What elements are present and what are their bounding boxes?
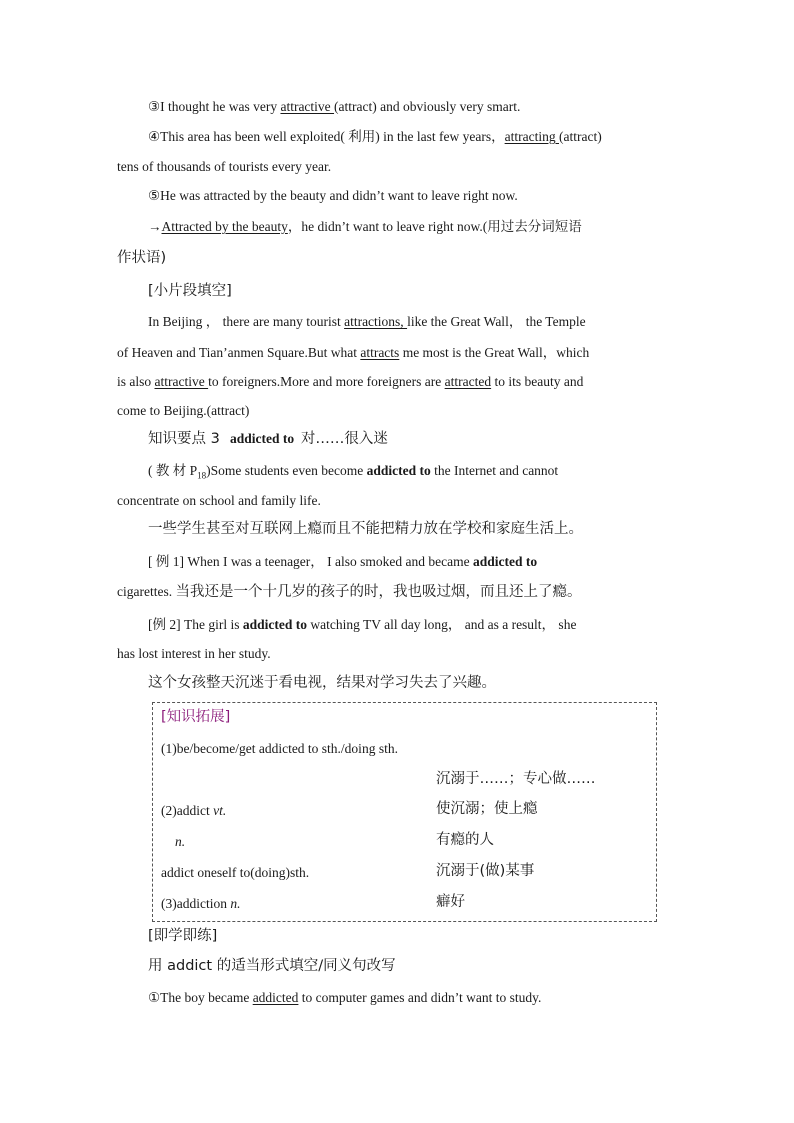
answer-blank: attractive xyxy=(280,99,335,114)
section-heading-fill-in: [小片段填空] xyxy=(148,283,232,299)
answer-blank: attractions, xyxy=(344,314,408,329)
text: [ 例 1] When I was a teenager， I also smoked and became xyxy=(148,554,473,569)
key-meaning: 对……很入迷 xyxy=(300,431,388,447)
example-1-line xyxy=(148,553,537,571)
box-row-3-meaning: 有瘾的人 xyxy=(436,832,494,848)
key-phrase: addicted to xyxy=(473,554,538,569)
text: ④This area has been well exploited( 利用) in the last few years， xyxy=(148,129,505,144)
box-row-3: n. xyxy=(175,834,186,849)
box-title: [知识拓展] xyxy=(161,709,231,725)
page-subscript: 18 xyxy=(197,470,207,481)
answer-blank: attracted xyxy=(444,374,492,389)
text: (2)addict xyxy=(161,803,214,818)
arrow: → xyxy=(148,219,162,234)
key-phrase: addicted to xyxy=(242,617,307,632)
text: [例 2] The girl is xyxy=(148,617,243,632)
exercise-4-line xyxy=(148,128,602,146)
box-row-2 xyxy=(161,802,226,820)
translation: 当我还是一个十几岁的孩子的时，我也吸过烟，而且还上了瘾。 xyxy=(175,584,582,600)
text: ①The boy became xyxy=(148,990,253,1005)
box-row-1: (1)be/become/get addicted to sth./doing sth. xyxy=(161,741,398,756)
box-row-1-meaning: 沉溺于……；专心做…… xyxy=(436,771,596,787)
example-2-translation: 这个女孩整天沉迷于看电视，结果对学习失去了兴趣。 xyxy=(148,675,496,691)
text: (3)addiction xyxy=(161,896,231,911)
key-phrase: addicted to xyxy=(366,463,431,478)
knowledge-extension-box xyxy=(152,702,657,922)
part-of-speech: n. xyxy=(230,896,241,911)
answer-blank: attracting xyxy=(504,129,559,144)
textbook-example-line xyxy=(148,462,558,485)
practice-item-1 xyxy=(148,989,541,1007)
passage-line-1 xyxy=(148,313,586,331)
answer-blank: Attracted by the beauty xyxy=(161,219,288,234)
box-row-5-meaning: 癖好 xyxy=(436,894,465,910)
box-row-2-meaning: 使沉溺；使上瘾 xyxy=(436,801,538,817)
practice-instruction: 用 addict 的适当形式填空/同义句改写 xyxy=(148,958,396,974)
exercise-3-line xyxy=(148,98,520,116)
text: is also xyxy=(117,374,155,389)
key-point-label: 知识要点 3 xyxy=(148,431,220,447)
exercise-5-line: ⑤He was attracted by the beauty and didn’t want to leave right now. xyxy=(148,188,518,203)
text: ，he didn’t want to leave right now.(用过去分词短语 xyxy=(287,219,582,234)
part-of-speech: vt. xyxy=(213,803,227,818)
box-row-4-meaning: 沉溺于(做)某事 xyxy=(436,863,535,879)
text: In Beijing ， there are many tourist xyxy=(148,314,345,329)
text: ( 教 材 P xyxy=(148,463,198,478)
example-1-continuation xyxy=(117,583,581,601)
text: watching TV all day long， and as a result， she xyxy=(306,617,577,632)
text: to computer games and didn’t want to study. xyxy=(298,990,542,1005)
text: me most is the Great Wall，which xyxy=(399,345,590,360)
text: like the Great Wall， the Temple xyxy=(407,314,586,329)
text: of Heaven and Tian’anmen Square.But what xyxy=(117,345,361,360)
textbook-example-continuation: concentrate on school and family life. xyxy=(117,493,321,508)
text: (attract) xyxy=(558,129,602,144)
exercise-4-continuation: tens of thousands of tourists every year. xyxy=(117,159,332,174)
example-2-continuation: has lost interest in her study. xyxy=(117,646,271,661)
text: to its beauty and xyxy=(491,374,584,389)
answer-blank: attractive xyxy=(154,374,209,389)
text: ③I thought he was very xyxy=(148,99,281,114)
passage-line-2 xyxy=(117,344,589,362)
key-point-heading xyxy=(148,430,388,448)
textbook-example-translation: 一些学生甚至对互联网上瘾而且不能把精力放在学校和家庭生活上。 xyxy=(148,521,583,537)
text: the Internet and cannot xyxy=(430,463,559,478)
box-row-4: addict oneself to(doing)sth. xyxy=(161,865,310,880)
exercise-5-rewrite xyxy=(148,218,582,236)
exercise-5-note: 作状语) xyxy=(117,250,167,266)
box-row-5 xyxy=(161,895,240,913)
text: )Some students even become xyxy=(206,463,367,478)
practice-heading: [即学即练] xyxy=(148,928,218,944)
answer-blank: addicted xyxy=(252,990,299,1005)
key-phrase: addicted to xyxy=(229,431,295,446)
text: cigarettes. xyxy=(117,584,176,599)
text: to foreigners.More and more foreigners are xyxy=(208,374,445,389)
example-2-line xyxy=(148,616,576,634)
passage-line-4: come to Beijing.(attract) xyxy=(117,403,250,418)
text: (attract) and obviously very smart. xyxy=(334,99,521,114)
passage-line-3 xyxy=(117,373,583,391)
answer-blank: attracts xyxy=(360,345,400,360)
